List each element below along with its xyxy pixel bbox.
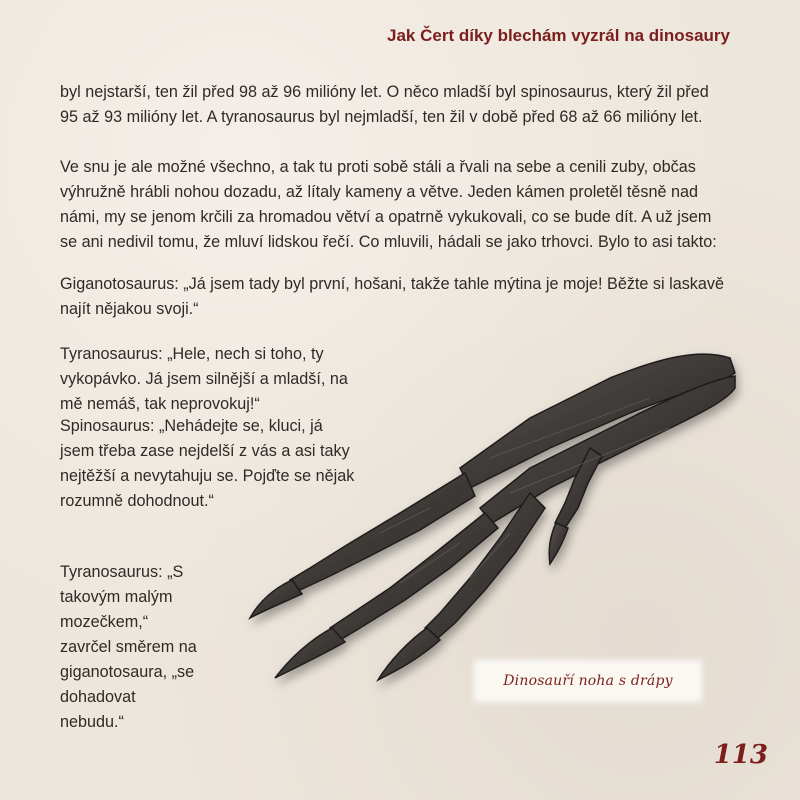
figure-caption: Dinosauří noha s drápy [478, 664, 698, 698]
paragraph-text: byl nejstarší, ten žil před 98 až 96 milióny let. O něco mladší byl spinosaurus, který žil před 95 až 93 milióny let. A tyranosaurus byl nejmladší, ten žil v době před 68 až 66 milióny let. [60, 83, 709, 126]
paragraph-intro [60, 80, 730, 130]
paragraph-dream [60, 155, 730, 255]
paragraph-text: Giganotosaurus: „Já jsem tady byl první, hošani, takže tahle mýtina je moje! Běžte si laskavě najít nějakou svoji.“ [60, 275, 725, 318]
paragraph-giganotosaurus [60, 272, 730, 322]
chapter-title: Jak Čert díky blechám vyzrál na dinosaury [387, 26, 730, 45]
dinosaur-foot-image [230, 318, 750, 698]
page-number: 113 [713, 740, 768, 770]
paragraph-text: Tyranosaurus: „S takovým malým mozečkem,“ zavrčel směrem na giganotosaura, „se dohadovat nebudu.“ [60, 563, 197, 731]
paragraph-text: Tyranosaurus: „Hele, nech si toho, ty vykopávko. Já jsem silnější a mladší, na mě nemáš, tak neprovokuj!“ [60, 345, 348, 413]
paragraph-text: Ve snu je ale možné všechno, a tak tu proti sobě stáli a řvali na sebe a cenili zuby, občas výhružně hrábli nohou dozadu, až lítaly kameny a větve. Jeden kámen proletěl těsně nad námi, my se jenom krčili za hromadou větví a opatrně vykukovali, co se bude dít. A už jsem se ani nedivil tomu, že mluví lidskou řečí. Co mluvili, hádali se jako trhovci. Bylo to asi takto: [60, 158, 717, 251]
paragraph-text: Spinosaurus: „Nehádejte se, kluci, já jsem třeba zase nejdelší z vás a asi taky nejtěžší a nevytahuju se. Pojďte se nějak rozumně dohodnout.“ [60, 417, 355, 510]
paragraph-tyranosaurus-2 [60, 560, 200, 735]
